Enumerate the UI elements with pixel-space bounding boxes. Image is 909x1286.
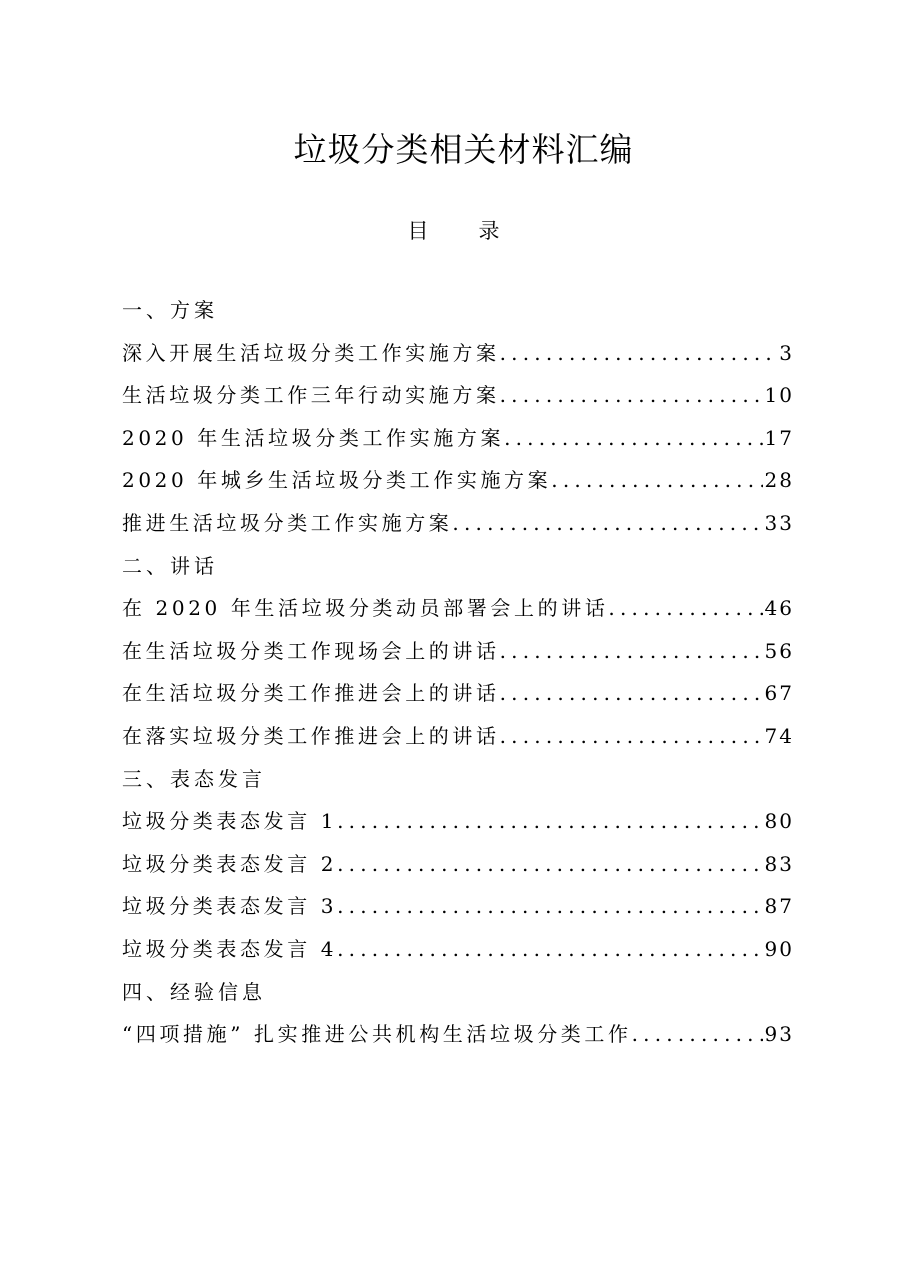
toc-page-number: 74 (764, 723, 794, 748)
toc-entry-title: 在生活垃圾分类工作现场会上的讲话 (122, 638, 500, 663)
toc-entry-title: 在生活垃圾分类工作推进会上的讲话 (122, 681, 500, 706)
toc-dot-leader (504, 417, 762, 460)
toc-page-number: 56 (764, 638, 794, 663)
toc-entry-title: 推进生活垃圾分类工作实施方案 (122, 510, 453, 535)
toc-entry-title: 在 2020 年生活垃圾分类动员部署会上的讲话 (122, 596, 609, 621)
toc-section-heading: 一、方案 (122, 298, 218, 322)
toc-page-number: 46 (764, 596, 794, 621)
toc-entry (122, 374, 794, 417)
toc-entry (122, 800, 794, 843)
toc-entry (122, 885, 794, 928)
toc-dot-leader (337, 800, 762, 843)
toc-dot-leader (500, 672, 763, 715)
toc-page-number: 3 (779, 340, 794, 365)
toc-dot-leader (500, 374, 763, 417)
toc-page-number: 87 (764, 894, 794, 919)
toc-entry (122, 502, 794, 545)
toc-entry (122, 715, 794, 758)
toc-entry-title: “四项措施” 扎实推进公共机构生活垃圾分类工作 (122, 1022, 632, 1047)
toc-page-number: 10 (764, 383, 794, 408)
toc-page-number: 83 (764, 851, 794, 876)
toc-page-number: 90 (764, 936, 794, 961)
toc-entry (122, 459, 794, 502)
toc-page-number: 17 (764, 425, 794, 450)
document-title: 垃圾分类相关材料汇编 (293, 130, 634, 169)
toc-entry (122, 332, 794, 375)
toc-entry (122, 1013, 794, 1056)
toc-heading-char-2: 录 (478, 219, 502, 243)
toc-entry-title: 生活垃圾分类工作三年行动实施方案 (122, 383, 500, 408)
toc-dot-leader (337, 928, 762, 971)
toc-entry-title: 2020 年生活垃圾分类工作实施方案 (122, 425, 505, 450)
toc-entry (122, 630, 794, 673)
toc-page-number: 67 (764, 681, 794, 706)
toc-page-number: 28 (764, 468, 794, 493)
toc-entry-title: 垃圾分类表态发言 3 (122, 894, 338, 919)
toc-entry (122, 417, 794, 460)
toc-entry-title: 在落实垃圾分类工作推进会上的讲话 (122, 723, 500, 748)
toc-entry (122, 928, 794, 971)
toc-section-heading: 二、讲话 (122, 553, 218, 578)
toc-entry (122, 587, 794, 630)
toc-dot-leader (500, 715, 763, 758)
toc-section-heading: 三、表态发言 (122, 766, 266, 791)
toc-dot-leader (551, 459, 762, 502)
toc-page-number: 93 (764, 1022, 794, 1047)
toc-dot-leader (452, 502, 762, 545)
toc-entry-title: 垃圾分类表态发言 1 (122, 809, 338, 834)
toc-entry-title: 垃圾分类表态发言 2 (122, 851, 338, 876)
toc-dot-leader (632, 1013, 763, 1056)
toc-heading-char-1: 目 (407, 219, 431, 243)
toc-entry (122, 843, 794, 886)
toc-entry-title: 2020 年城乡生活垃圾分类工作实施方案 (122, 468, 552, 493)
toc-page-number: 80 (764, 809, 794, 834)
toc-heading (0, 214, 909, 248)
toc-dot-leader (337, 843, 762, 886)
toc-section-heading: 四、经验信息 (122, 979, 266, 1004)
table-of-contents (122, 289, 794, 1056)
toc-entry (122, 672, 794, 715)
toc-dot-leader (500, 630, 763, 673)
toc-dot-leader (500, 332, 778, 375)
toc-entry-title: 深入开展生活垃圾分类工作实施方案 (122, 340, 500, 365)
toc-dot-leader (337, 885, 762, 928)
toc-entry-title: 垃圾分类表态发言 4 (122, 936, 338, 961)
toc-page-number: 33 (764, 510, 794, 535)
toc-dot-leader (608, 587, 762, 630)
